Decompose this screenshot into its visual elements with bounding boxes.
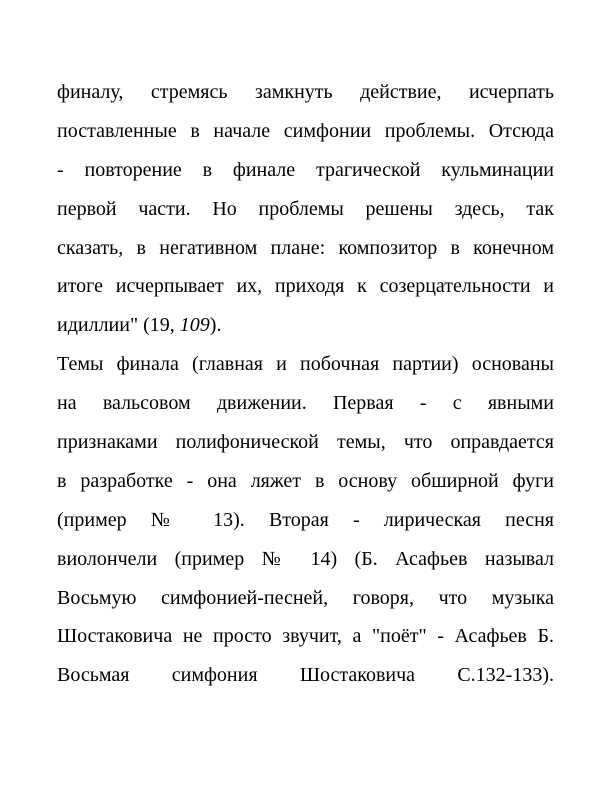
text-line: виолончели (пример № 14) (Б. Асафьев называл: [57, 547, 554, 570]
text-line: в разработке - она ляжет в основу обширной фуги: [57, 469, 554, 492]
text-line: финалу, стремясь замкнуть действие, исчерпать: [57, 81, 554, 103]
text-line: Восьмая симфония Шостаковича С.132-133).: [57, 664, 554, 687]
text-line: первой части. Но проблемы решены здесь, так: [57, 197, 554, 220]
text-line: итоге исчерпывает их, приходя к созерцательности и: [57, 275, 554, 298]
paragraph-last-line: [57, 306, 554, 345]
citation-text: идиллии" (19,: [57, 314, 180, 337]
text-line: признаками полифонической темы, что оправдается: [57, 431, 554, 454]
text-line: на вальсовом движении. Первая - с явными: [57, 392, 554, 415]
citation-close: ).: [209, 314, 222, 337]
body-text: [57, 73, 554, 695]
text-line: - повторение в финале трагической кульминации: [57, 158, 554, 181]
text-line: Восьмую симфонией-песней, говоря, что музыка: [57, 586, 554, 609]
text-line: сказать, в негативном плане: композитор в конечном: [57, 236, 554, 259]
text-line: поставленные в начале симфонии проблемы. Отсюда: [57, 119, 554, 142]
text-line: Темы финала (главная и побочная партии) основаны: [57, 353, 554, 376]
citation-page-number: 109: [179, 314, 210, 337]
text-line: Шостаковича не просто звучит, а "поёт" - Асафьев Б.: [57, 625, 554, 648]
text-line: (пример № 13). Вторая - лирическая песня: [57, 508, 554, 531]
